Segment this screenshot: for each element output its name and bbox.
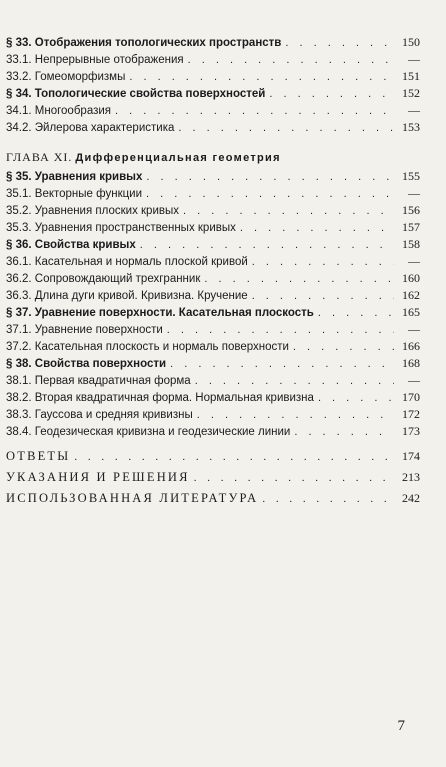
dot-leader: [318, 390, 394, 407]
toc-section-page: 165: [402, 305, 420, 319]
toc-subsection-title: 33.2. Гомеоморфизмы: [6, 71, 126, 83]
dot-leader: [293, 339, 394, 356]
toc-section-title: § 38. Свойства поверхности: [6, 358, 167, 370]
page-number: 7: [397, 718, 405, 734]
dot-leader: [115, 103, 394, 120]
toc-subsection[interactable]: [6, 338, 420, 355]
toc-part[interactable]: [6, 488, 420, 509]
toc-subsection-page: —: [408, 103, 420, 117]
toc-subsection[interactable]: [6, 372, 420, 389]
toc-section-title: § 35. Уравнения кривых: [6, 171, 143, 183]
dot-leader: [146, 169, 394, 186]
toc-subsection-title: 35.1. Векторные функции: [6, 188, 143, 200]
toc-part[interactable]: [6, 446, 420, 467]
toc-subsection[interactable]: [6, 51, 420, 68]
toc-subsection-title: 36.1. Касательная и нормаль плоской кривой: [6, 256, 248, 268]
toc-part-page: 213: [402, 470, 420, 484]
dot-leader: [178, 120, 394, 137]
toc-subsection-page: —: [408, 186, 420, 200]
toc-subsection[interactable]: [6, 185, 420, 202]
chapter-title: Дифференциальная геометрия: [75, 152, 281, 164]
dot-leader: [240, 220, 394, 237]
dot-leader: [294, 424, 394, 441]
toc-subsection-title: 38.1. Первая квадратичная форма: [6, 375, 191, 387]
toc-subsection-page: 160: [402, 271, 420, 285]
toc-subsection-title: 34.2. Эйлерова характеристика: [6, 122, 175, 134]
dot-leader: [252, 254, 394, 271]
dot-leader: [269, 86, 394, 103]
toc-subsection-page: —: [408, 52, 420, 66]
toc-section-title: § 33. Отображения топологических пространств: [6, 37, 282, 49]
toc-subsection-page: —: [408, 254, 420, 268]
toc-section[interactable]: [6, 34, 420, 51]
toc-section-page: 150: [402, 35, 420, 49]
toc-section[interactable]: [6, 304, 420, 321]
toc-subsection-title: 38.3. Гауссова и средняя кривизны: [6, 409, 193, 421]
toc-subsection-title: 38.4. Геодезическая кривизна и геодезические линии: [6, 426, 291, 438]
toc-section[interactable]: [6, 85, 420, 102]
toc-section-title: § 36. Свойства кривых: [6, 239, 136, 251]
toc-subsection-page: —: [408, 373, 420, 387]
toc-subsection-page: 166: [402, 339, 420, 353]
toc-subsection-title: 35.2. Уравнения плоских кривых: [6, 205, 179, 217]
toc-section-page: 152: [402, 86, 420, 100]
chapter-number: ГЛАВА XI.: [6, 150, 73, 164]
toc-section[interactable]: [6, 236, 420, 253]
toc-subsection-title: 37.1. Уравнение поверхности: [6, 324, 163, 336]
toc-subsection[interactable]: [6, 270, 420, 287]
toc-subsection-page: 153: [402, 120, 420, 134]
toc-subsection-page: 162: [402, 288, 420, 302]
toc-subsection[interactable]: [6, 219, 420, 236]
dot-leader: [285, 35, 394, 52]
toc-subsection-title: 35.3. Уравнения пространственных кривых: [6, 222, 236, 234]
toc-subsection[interactable]: [6, 287, 420, 304]
toc-subsection[interactable]: [6, 68, 420, 85]
dot-leader: [146, 186, 394, 203]
toc-section-title: § 37. Уравнение поверхности. Касательная плоскость: [6, 307, 314, 319]
toc-section-page: 155: [402, 169, 420, 183]
dot-leader: [252, 288, 394, 305]
toc-part-title: ОТВЕТЫ: [6, 449, 71, 463]
toc-subsection[interactable]: [6, 102, 420, 119]
toc-subsection-title: 34.1. Многообразия: [6, 105, 112, 117]
toc-subsection-title: 37.2. Касательная плоскость и нормаль поверхности: [6, 341, 289, 353]
dot-leader: [318, 305, 394, 322]
dot-leader: [188, 52, 394, 69]
toc-subsection[interactable]: [6, 253, 420, 270]
dot-leader: [74, 447, 394, 468]
toc-section-page: 168: [402, 356, 420, 370]
chapter-heading: [6, 146, 420, 168]
toc-subsection-page: 157: [402, 220, 420, 234]
dot-leader: [194, 468, 394, 489]
toc-subsection[interactable]: [6, 406, 420, 423]
toc-subsection[interactable]: [6, 202, 420, 219]
toc-subsection[interactable]: [6, 119, 420, 136]
dot-leader: [167, 322, 394, 339]
toc-subsection-page: 170: [402, 390, 420, 404]
table-of-contents: [6, 34, 420, 509]
toc-subsection-title: 38.2. Вторая квадратичная форма. Нормальная кривизна: [6, 392, 314, 404]
toc-subsection[interactable]: [6, 389, 420, 406]
toc-section-page: 158: [402, 237, 420, 251]
dot-leader: [183, 203, 394, 220]
dot-leader: [140, 237, 394, 254]
toc-subsection-page: 172: [402, 407, 420, 421]
toc-section[interactable]: [6, 355, 420, 372]
toc-part-page: 174: [402, 449, 420, 463]
toc-subsection-title: 36.2. Сопровождающий трехгранник: [6, 273, 201, 285]
toc-subsection-page: 156: [402, 203, 420, 217]
toc-subsection[interactable]: [6, 321, 420, 338]
toc-part-title: ИСПОЛЬЗОВАННАЯ ЛИТЕРАТУРА: [6, 491, 259, 505]
toc-subsection-title: 36.3. Длина дуги кривой. Кривизна. Кручение: [6, 290, 248, 302]
toc-subsection-page: 151: [402, 69, 420, 83]
toc-part-page: 242: [402, 491, 420, 505]
dot-leader: [197, 407, 394, 424]
toc-part-title: УКАЗАНИЯ И РЕШЕНИЯ: [6, 470, 190, 484]
dot-leader: [129, 69, 394, 86]
toc-section[interactable]: [6, 168, 420, 185]
dot-leader: [204, 271, 394, 288]
toc-subsection-page: —: [408, 322, 420, 336]
dot-leader: [262, 489, 394, 510]
dot-leader: [170, 356, 394, 373]
toc-subsection-title: 33.1. Непрерывные отображения: [6, 54, 184, 66]
toc-section-title: § 34. Топологические свойства поверхностей: [6, 88, 266, 100]
toc-subsection-page: 173: [402, 424, 420, 438]
toc-part[interactable]: [6, 467, 420, 488]
dot-leader: [195, 373, 394, 390]
toc-subsection[interactable]: [6, 423, 420, 440]
